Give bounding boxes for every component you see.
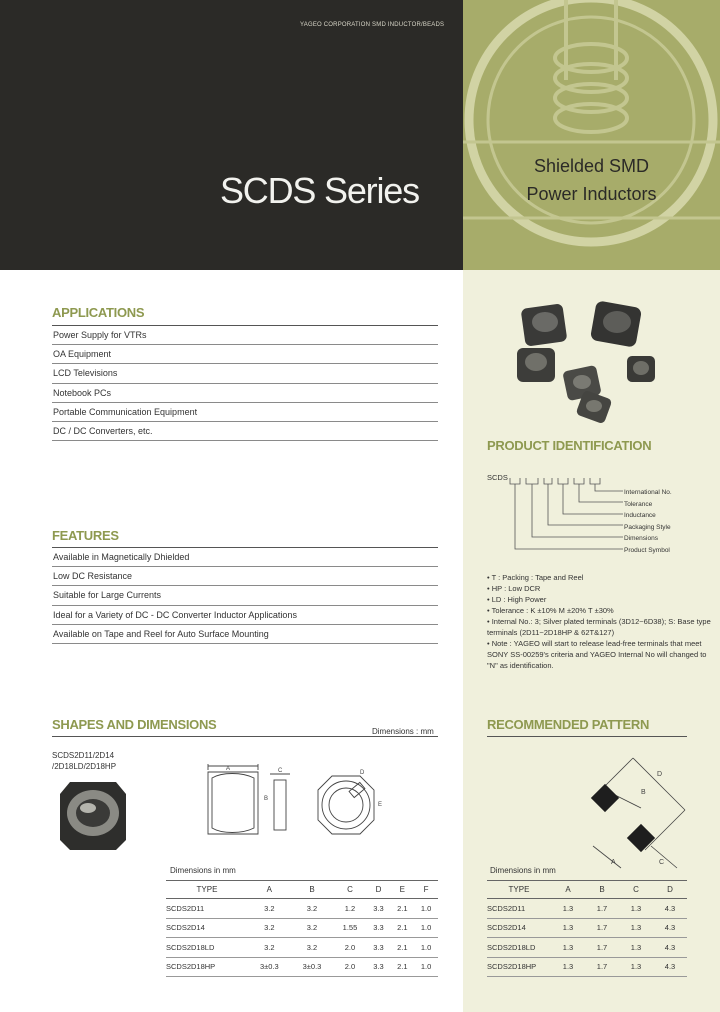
list-item: Suitable for Large Currents [52,586,438,605]
cell: SCDS2D18LD [487,938,551,958]
list-item: OA Equipment [52,345,438,364]
note-line: • LD : High Power [487,595,547,604]
col-header: F [414,881,438,899]
col-header: A [248,881,291,899]
company-name: YAGEO CORPORATION SMD INDUCTOR/BEADS [300,22,445,28]
cell: 4.3 [653,899,687,919]
cell: 2.1 [390,938,414,958]
cell: 1.2 [333,899,366,919]
pattern-label-b: B [641,789,646,796]
table-row [487,899,687,919]
cell: SCDS2D18HP [487,957,551,977]
col-header: D [653,881,687,899]
cell: 4.3 [653,957,687,977]
model-names [52,750,116,772]
note-line: • Internal No.: 3; Silver plated terminals (3D12~6D38); S: Base type terminals (2D11~2D18HP & 62T&127) [487,617,711,637]
product-id-title: PRODUCT IDENTIFICATION [487,438,652,453]
dimension-drawing [200,762,440,852]
cell: SCDS2D18LD [166,938,248,958]
cell: 3.3 [367,899,391,919]
dimensions-table [166,880,438,977]
cell: 3.2 [291,918,334,938]
pid-label: Inductance [624,512,656,520]
cell: 1.7 [585,918,619,938]
col-header: A [551,881,585,899]
applications-list [52,325,438,441]
cell: 1.0 [414,899,438,919]
series-title: SCDS Series [220,170,419,211]
pattern-table [487,880,687,977]
model-line1: SCDS2D11/2D14 [52,751,115,760]
cell: SCDS2D14 [487,918,551,938]
cell: 4.3 [653,918,687,938]
note-line: • HP : Low DCR [487,584,541,593]
table-row [487,918,687,938]
cell: 3.3 [367,938,391,958]
pid-label: Packaging Style [624,523,671,531]
pid-label: International No. [624,489,672,496]
recommended-divider [487,736,687,737]
cell: 1.3 [551,899,585,919]
list-item: Notebook PCs [52,384,438,403]
note-line: • T : Packing : Tape and Reel [487,573,584,582]
dim-label-a: A [226,766,231,772]
pattern-label-a: A [611,859,616,866]
pattern-table-caption: Dimensions in mm [490,866,556,875]
recommended-title: RECOMMENDED PATTERN [487,717,650,732]
cell: 2.0 [333,957,366,977]
list-item: Available in Magnetically Dhielded [52,548,438,567]
subtitle-line1: Shielded SMD [533,156,650,176]
table-row [166,957,438,977]
cell: 3.2 [291,938,334,958]
list-item: Available on Tape and Reel for Auto Surface Mounting [52,625,438,644]
cell: SCDS2D14 [166,918,248,938]
cell: 2.1 [390,957,414,977]
product-photo [505,298,685,428]
dim-label-d: D [360,770,365,776]
note-line: • Tolerance : K ±10% M ±20% T ±30% [487,606,614,615]
cell: 3.2 [248,918,291,938]
shapes-divider [52,736,438,737]
col-header: TYPE [487,881,551,899]
col-header: C [333,881,366,899]
cell: 2.0 [333,938,366,958]
cell: 3.2 [248,899,291,919]
col-header: D [367,881,391,899]
cell: 3±0.3 [248,957,291,977]
cell: 3±0.3 [291,957,334,977]
cell: 3.3 [367,957,391,977]
cell: SCDS2D11 [487,899,551,919]
pattern-label-d: D [657,771,663,778]
cell: 1.3 [619,938,653,958]
pid-label: Tolerance [624,500,653,508]
cell: 3.2 [291,899,334,919]
cell: 1.0 [414,918,438,938]
list-item: Low DC Resistance [52,567,438,586]
list-item: DC / DC Converters, etc. [52,422,438,441]
pid-label: Dimensions [624,535,658,543]
cell: 1.3 [551,957,585,977]
product-id-notes [487,572,715,671]
cell: 1.3 [619,918,653,938]
dim-label-b: B [264,796,269,802]
pid-label: Product Symbol [624,546,670,554]
features-title: FEATURES [52,528,119,543]
cell: 3.2 [248,938,291,958]
shapes-title: SHAPES AND DIMENSIONS [52,717,217,732]
list-item: LCD Televisions [52,364,438,383]
table-row [166,938,438,958]
dim-label-e: E [378,802,383,808]
cell: 1.55 [333,918,366,938]
subtitle-line2: Power Inductors [526,184,657,204]
cell: 2.1 [390,899,414,919]
cell: 4.3 [653,938,687,958]
col-header: B [291,881,334,899]
coil-logo-icon [463,0,720,270]
list-item: Ideal for a Variety of DC - DC Converter Inductor Applications [52,606,438,625]
cell: 1.7 [585,957,619,977]
header-logo-panel [463,0,720,270]
dim-label-c: C [278,768,283,774]
product-code: SCDS [487,473,508,482]
product-id-labels [624,487,672,557]
cell: 1.0 [414,938,438,958]
list-item: Power Supply for VTRs [52,326,438,345]
note-line: • Note : YAGEO will start to release lead-free terminals that meet SONY SS-00259's criteria and YAGEO Internal No will changed to "N" as identification. [487,639,707,670]
inductor-photo [58,780,128,852]
cell: 1.3 [551,918,585,938]
cell: SCDS2D18HP [166,957,248,977]
pattern-drawing [585,750,695,870]
cell: 1.7 [585,899,619,919]
cell: 2.1 [390,918,414,938]
table-row [166,918,438,938]
applications-title: APPLICATIONS [52,305,145,320]
cell: 1.7 [585,938,619,958]
dims-table-caption: Dimensions in mm [170,866,236,875]
model-line2: /2D18LD/2D18HP [52,762,117,771]
col-header: E [390,881,414,899]
col-header: B [585,881,619,899]
features-list [52,547,438,644]
table-row [487,938,687,958]
cell: 1.3 [619,899,653,919]
subtitle [463,152,720,208]
col-header: TYPE [166,881,248,899]
cell: 1.3 [551,938,585,958]
pattern-label-c: C [659,859,665,866]
list-item: Portable Communication Equipment [52,403,438,422]
table-row [487,957,687,977]
cell: 1.0 [414,957,438,977]
table-row [166,899,438,919]
dimensions-units: Dimensions : mm [372,727,434,736]
cell: 1.3 [619,957,653,977]
col-header: C [619,881,653,899]
cell: 3.3 [367,918,391,938]
cell: SCDS2D11 [166,899,248,919]
